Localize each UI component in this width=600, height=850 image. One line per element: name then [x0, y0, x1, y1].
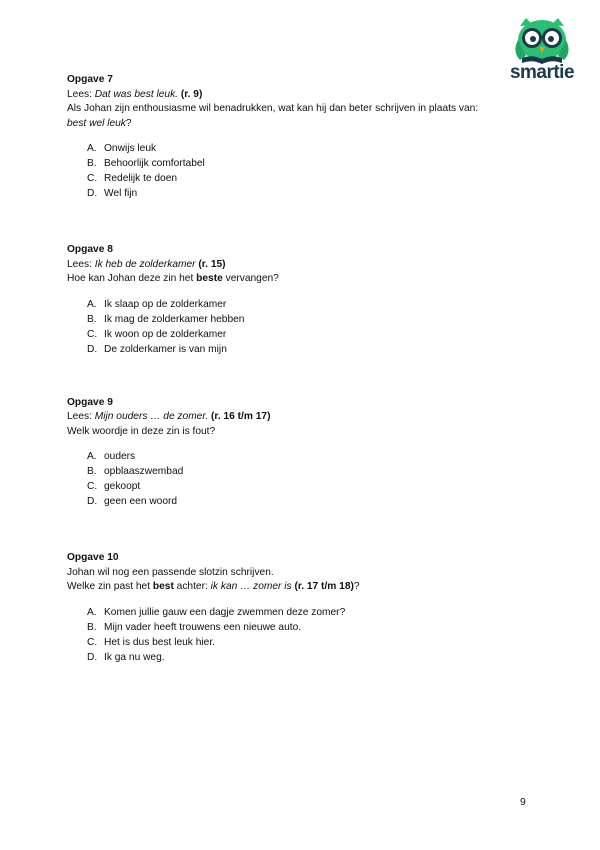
option-text: Redelijk te doen	[104, 173, 178, 184]
question-text-segment: Ik heb de zolderkamer	[94, 258, 196, 270]
question-title: Opgave 10	[67, 552, 119, 563]
option-text: geen een woord	[104, 496, 178, 507]
question-text-segment: ik kan … zomer is	[210, 581, 292, 592]
answer-option	[87, 186, 537, 201]
question-text-line	[67, 117, 537, 132]
answer-option	[87, 620, 537, 635]
answer-option	[87, 605, 537, 620]
option-letter: C.	[87, 173, 98, 184]
option-text: Behoorlijk comfortabel	[104, 158, 205, 169]
option-letter: A.	[87, 298, 97, 310]
question-text-segment: achter:	[173, 581, 211, 592]
question-text-line	[67, 410, 537, 425]
question-text-segment: Welke zin past het	[67, 581, 153, 592]
answer-option	[87, 650, 537, 665]
option-letter: A.	[87, 606, 97, 618]
question-spacer	[67, 357, 537, 396]
question-text-segment: ?	[125, 117, 132, 129]
answer-option	[87, 449, 537, 464]
question-text-line	[67, 102, 537, 117]
question-text-segment: Mijn ouders … de zomer.	[94, 411, 209, 422]
option-letter: A.	[87, 143, 97, 154]
question-title: Opgave 7	[67, 74, 113, 85]
option-text: Ik slaap op de zolderkamer	[104, 298, 227, 310]
answer-options	[67, 297, 537, 357]
option-letter: C.	[87, 481, 98, 492]
option-letter: A.	[87, 451, 97, 462]
question-block	[67, 73, 537, 201]
question-text-segment: ?	[353, 581, 360, 592]
question-spacer	[67, 509, 537, 551]
question-text-segment: Als Johan zijn enthousiasme wil benadrukken, wat kan hij dan beter schrijven in plaats van:	[67, 103, 479, 114]
option-letter: C.	[87, 636, 98, 648]
option-text: Onwijs leuk	[104, 143, 157, 154]
question-text-segment: (r. 16 t/m 17)	[208, 411, 271, 422]
question-text-segment: Hoe kan Johan deze zin het	[67, 273, 197, 284]
option-letter: B.	[87, 466, 97, 477]
option-letter: D.	[87, 343, 98, 355]
option-letter: D.	[87, 496, 98, 507]
answer-options	[67, 449, 537, 509]
question-title: Opgave 8	[67, 244, 113, 255]
option-text: Ik woon op de zolderkamer	[104, 328, 227, 340]
option-text: Mijn vader heeft trouwens een nieuwe auto.	[104, 621, 302, 633]
option-letter: D.	[87, 651, 98, 663]
answer-option	[87, 494, 537, 509]
question-text-segment: (r. 17 t/m 18)	[291, 581, 354, 592]
option-text: gekoopt	[104, 481, 141, 492]
option-text: opblaaszwembad	[104, 466, 184, 477]
answer-options	[67, 141, 537, 201]
answer-option	[87, 156, 537, 171]
page-number: 9	[520, 796, 526, 808]
question-text-segment: best	[152, 581, 174, 592]
option-letter: B.	[87, 621, 97, 633]
question-text-segment: (r. 15)	[195, 258, 226, 270]
question-text-line	[67, 425, 537, 440]
question-text-line	[67, 258, 537, 273]
question-text-segment: best wel leuk	[67, 117, 126, 129]
question-spacer	[67, 201, 537, 243]
questions-section	[67, 73, 537, 665]
option-letter: C.	[87, 328, 98, 340]
question-text-line	[67, 566, 537, 581]
answer-option	[87, 479, 537, 494]
question-block	[67, 243, 537, 357]
option-text: Ik ga nu weg.	[104, 651, 165, 663]
answer-option	[87, 141, 537, 156]
question-block	[67, 396, 537, 510]
option-letter: D.	[87, 188, 98, 199]
question-text-line	[67, 88, 537, 103]
question-text-line	[67, 580, 537, 595]
option-text: Het is dus best leuk hier.	[104, 636, 215, 648]
answer-option	[87, 312, 537, 327]
question-title: Opgave 9	[67, 396, 113, 408]
option-letter: B.	[87, 313, 97, 325]
option-text: ouders	[104, 451, 136, 462]
question-block	[67, 551, 537, 665]
question-text-segment: Dat was best leuk.	[94, 88, 179, 100]
answer-option	[87, 297, 537, 312]
question-text-segment: Lees:	[67, 258, 95, 270]
answer-option	[87, 635, 537, 650]
question-text-segment: Lees:	[67, 411, 95, 422]
logo-wordmark: smartie	[509, 62, 575, 83]
option-letter: B.	[87, 158, 97, 169]
question-text-segment: (r. 9)	[178, 88, 203, 100]
question-text-segment: Lees:	[67, 88, 95, 100]
option-text: De zolderkamer is van mijn	[104, 343, 227, 355]
answer-option	[87, 327, 537, 342]
owl-icon	[506, 16, 578, 64]
question-text-segment: Welk woordje in deze zin is fout?	[67, 425, 216, 437]
option-text: Komen jullie gauw een dagje zwemmen deze zomer?	[104, 606, 346, 618]
answer-option	[87, 171, 537, 186]
question-text-segment: Johan wil nog een passende slotzin schrijven.	[67, 566, 274, 578]
question-text-segment: vervangen?	[222, 273, 279, 284]
answer-options	[67, 605, 537, 665]
answer-option	[87, 342, 537, 357]
option-text: Ik mag de zolderkamer hebben	[104, 313, 245, 325]
option-text: Wel fijn	[104, 188, 138, 199]
question-text-line	[67, 272, 537, 287]
answer-option	[87, 464, 537, 479]
question-text-segment: beste	[196, 273, 223, 284]
